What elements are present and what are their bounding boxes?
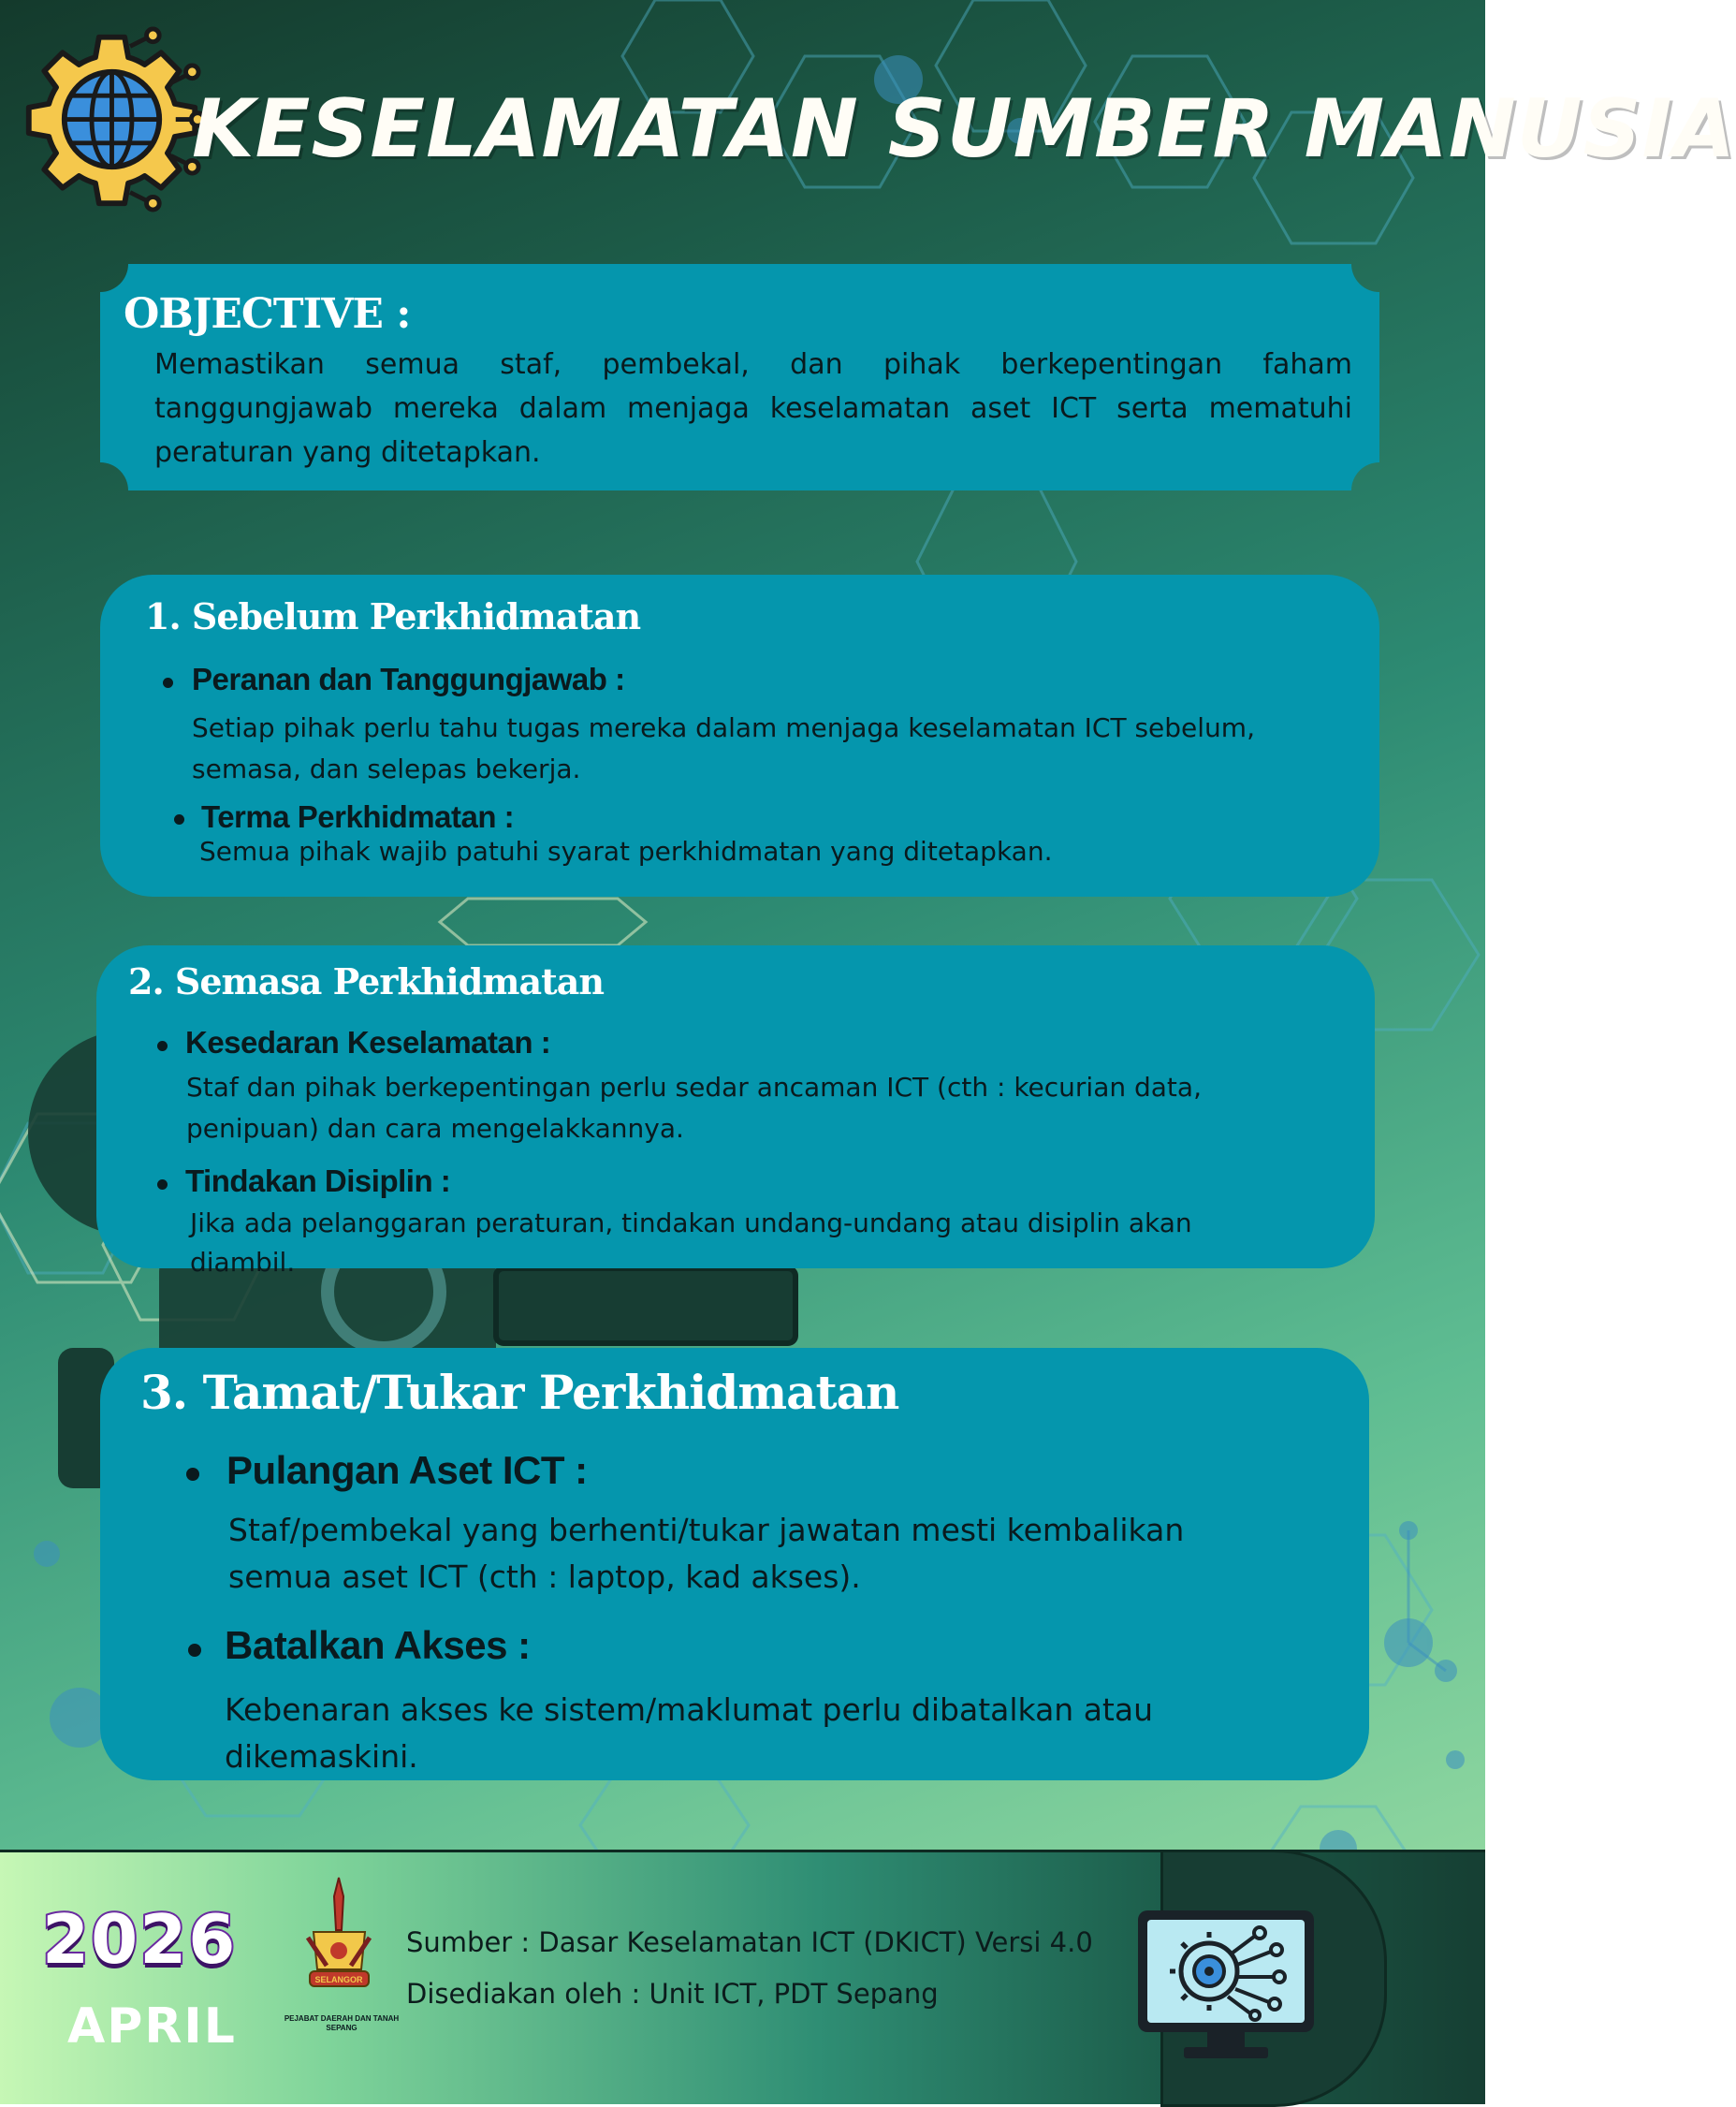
monitor-gear-circuit-icon [1132, 1907, 1320, 2066]
footer-source: Sumber : Dasar Keselamatan ICT (DKICT) Versi 4.0 [406, 1926, 1093, 1958]
section-title: 1. Sebelum Perkhidmatan [145, 595, 641, 637]
section-title: 2. Semasa Perkhidmatan [128, 960, 604, 1002]
emblem-caption: PEJABAT DAERAH DAN TANAH SEPANG [284, 2014, 400, 2032]
item-heading: Batalkan Akses : [225, 1623, 531, 1667]
item-text: Staf/pembekal yang berhenti/tukar jawatan mesti kembalikan semua aset ICT (cth : laptop, kad akses). [228, 1512, 1185, 1595]
item-text: Jika ada pelanggaran peraturan, tindakan undang-undang atau disiplin akan diambil. [190, 1207, 1192, 1278]
objective-heading: OBJECTIVE : [124, 290, 411, 338]
objective-text: Memastikan semua staf, pembekal, dan pihak berkepentingan faham tanggungjawab mereka dalam menjaga keselamatan aset ICT serta mematuhi peraturan yang ditetapkan. [154, 348, 1352, 469]
emblem-banner: SELANGOR [314, 1975, 363, 1984]
bullet-icon [163, 678, 173, 688]
footer-prepared-by: Disediakan oleh : Unit ICT, PDT Sepang [406, 1978, 939, 2010]
gear-globe-icon [21, 28, 203, 211]
item-heading: Peranan dan Tanggungjawab : [192, 662, 625, 696]
section-title: 3. Tamat/Tukar Perkhidmatan [140, 1365, 899, 1420]
item-heading: Pulangan Aset ICT : [226, 1448, 588, 1492]
bullet-icon [157, 1179, 168, 1190]
bullet-icon [174, 814, 184, 825]
bullet-icon [188, 1644, 201, 1657]
item-text: Semua pihak wajib patuhi syarat perkhidmatan yang ditetapkan. [199, 836, 1053, 867]
item-text: Setiap pihak perlu tahu tugas mereka dalam menjaga keselamatan ICT sebelum, semasa, dan selepas bekerja. [192, 712, 1255, 784]
item-heading: Kesedaran Keselamatan : [185, 1025, 551, 1060]
selangor-emblem-icon [295, 1874, 384, 2014]
item-heading: Tindakan Disiplin : [185, 1163, 451, 1198]
footer-month: APRIL [67, 1998, 237, 2055]
item-heading: Terma Perkhidmatan : [201, 799, 515, 834]
bullet-icon [186, 1468, 199, 1481]
item-text: Kebenaran akses ke sistem/maklumat perlu dibatalkan atau dikemaskini. [225, 1691, 1153, 1775]
page-title: KESELAMATAN SUMBER MANUSIA [192, 82, 1736, 176]
item-text: Staf dan pihak berkepentingan perlu sedar ancaman ICT (cth : kecurian data, penipuan) dan cara mengelakkannya. [186, 1072, 1202, 1144]
bullet-icon [157, 1041, 168, 1051]
footer-year: 2026 [42, 1900, 238, 1979]
